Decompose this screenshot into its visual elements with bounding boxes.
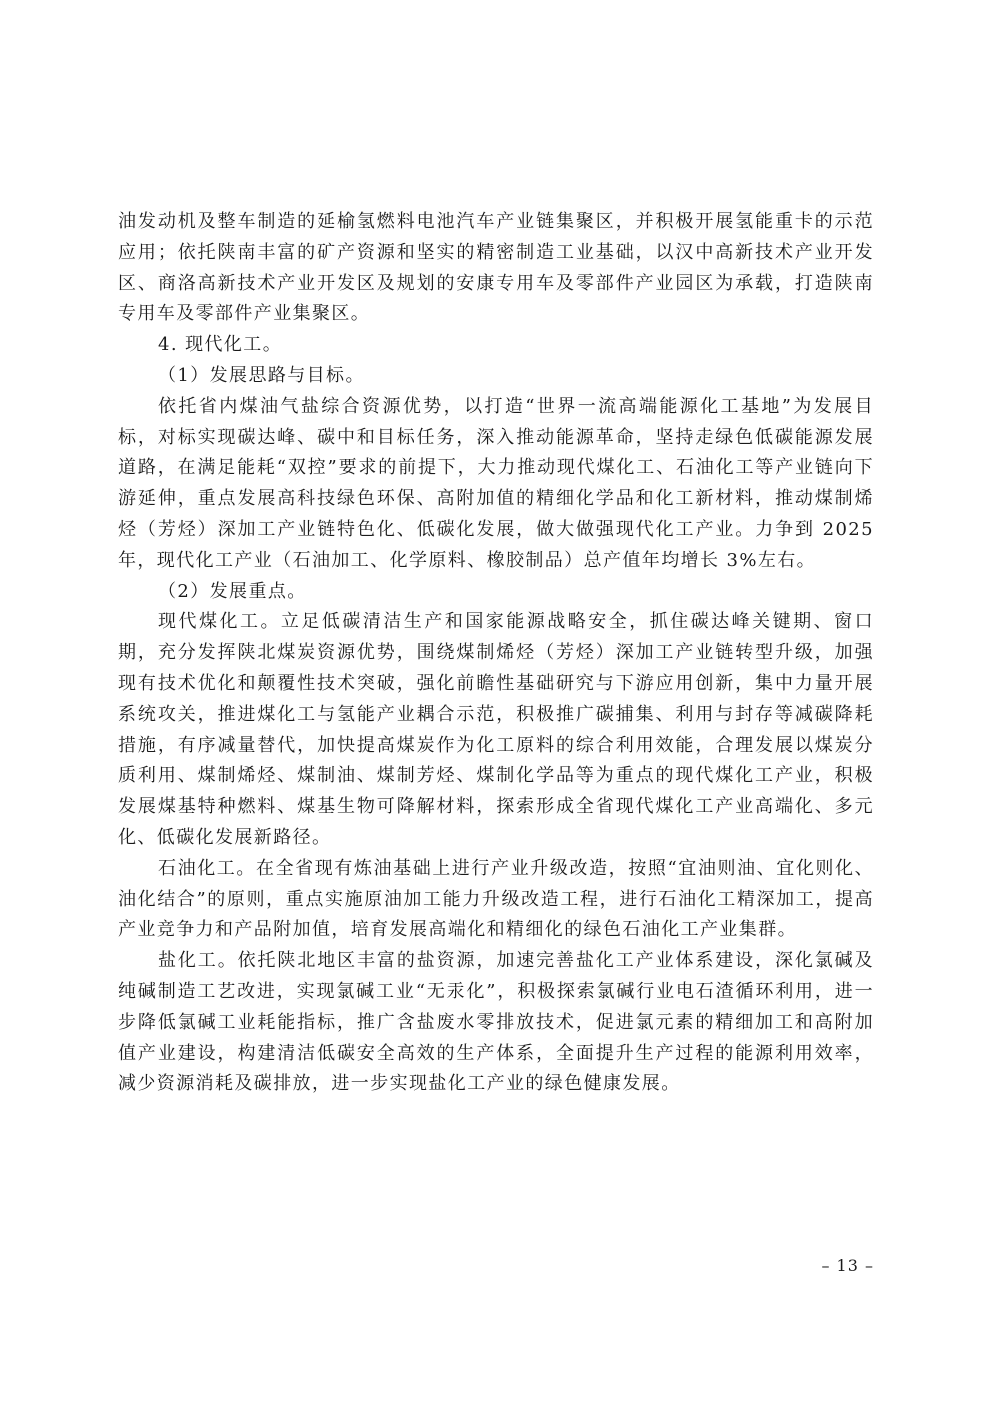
paragraph-coal-chemical: 现代煤化工。立足低碳清洁生产和国家能源战略安全，抓住碳达峰关键期、窗口期，充分发挥陕北煤炭资源优势，围绕煤制烯烃（芳烃）深加工产业链转型升级，加强现有技术优化和颠覆性技术突破，强化前瞻性基础研究与下游应用创新，集中力量开展系统攻关，推进煤化工与氢能产业耦合示范，积极推广碳捕集、利用与封存等减碳降耗措施，有序减量替代，加快提高煤炭作为化工原料的综合利用效能，合理发展以煤炭分质利用、煤制烯烃、煤制油、煤制芳烃、煤制化学品等为重点的现代煤化工产业，积极发展煤基特种燃料、煤基生物可降解材料，探索形成全省现代煤化工产业高端化、多元化、低碳化发展新路径。 xyxy=(118,611,874,848)
subheading-ideas-goals: （1）发展思路与目标。 xyxy=(158,364,365,386)
paragraph-petrochemical: 石油化工。在全省现有炼油基础上进行产业升级改造，按照“宜油则油、宜化则化、油化结合”的原则，重点实施原油加工能力升级改造工程，进行石油化工精深加工，提高产业竞争力和产品附加值，培育发展高端化和精细化的绿色石油化工产业集群。 xyxy=(118,857,874,941)
paragraph-ideas-goals: 依托省内煤油气盐综合资源优势，以打造“世界一流高端能源化工基地”为发展目标，对标实现碳达峰、碳中和目标任务，深入推动能源革命，坚持走绿色低碳能源发展道路，在满足能耗“双控”要求的前提下，大力推动现代煤化工、石油化工等产业链向下游延伸，重点发展高科技绿色环保、高附加值的精细化学品和化工新材料，推动煤制烯烃（芳烃）深加工产业链特色化、低碳化发展，做大做强现代化工产业。力争到 2025 年，现代化工产业（石油加工、化学原料、橡胶制品）总产值年均增长 3%左右。 xyxy=(118,395,874,571)
section-heading-modern-chemical: 4. 现代化工。 xyxy=(158,334,283,356)
paragraph-continuation: 油发动机及整车制造的延榆氢燃料电池汽车产业链集聚区，并积极开展氢能重卡的示范应用；依托陕南丰富的矿产资源和坚实的精密制造工业基础，以汉中高新技术产业开发区、商洛高新技术产业开发区及规划的安康专用车及零部件产业园区为承载，打造陕南专用车及零部件产业集聚区。 xyxy=(118,211,874,325)
document-body xyxy=(118,207,874,1100)
subheading-key-focus: （2）发展重点。 xyxy=(158,580,307,602)
page-number: – 13 – xyxy=(821,1256,874,1275)
paragraph-salt-chemical: 盐化工。依托陕北地区丰富的盐资源，加速完善盐化工产业体系建设，深化氯碱及纯碱制造工艺改进，实现氯碱工业“无汞化”，积极探索氯碱行业电石渣循环利用，进一步降低氯碱工业耗能指标，推广含盐废水零排放技术，促进氯元素的精细加工和高附加值产业建设，构建清洁低碳安全高效的生产体系，全面提升生产过程的能源利用效率，减少资源消耗及碳排放，进一步实现盐化工产业的绿色健康发展。 xyxy=(118,950,874,1095)
